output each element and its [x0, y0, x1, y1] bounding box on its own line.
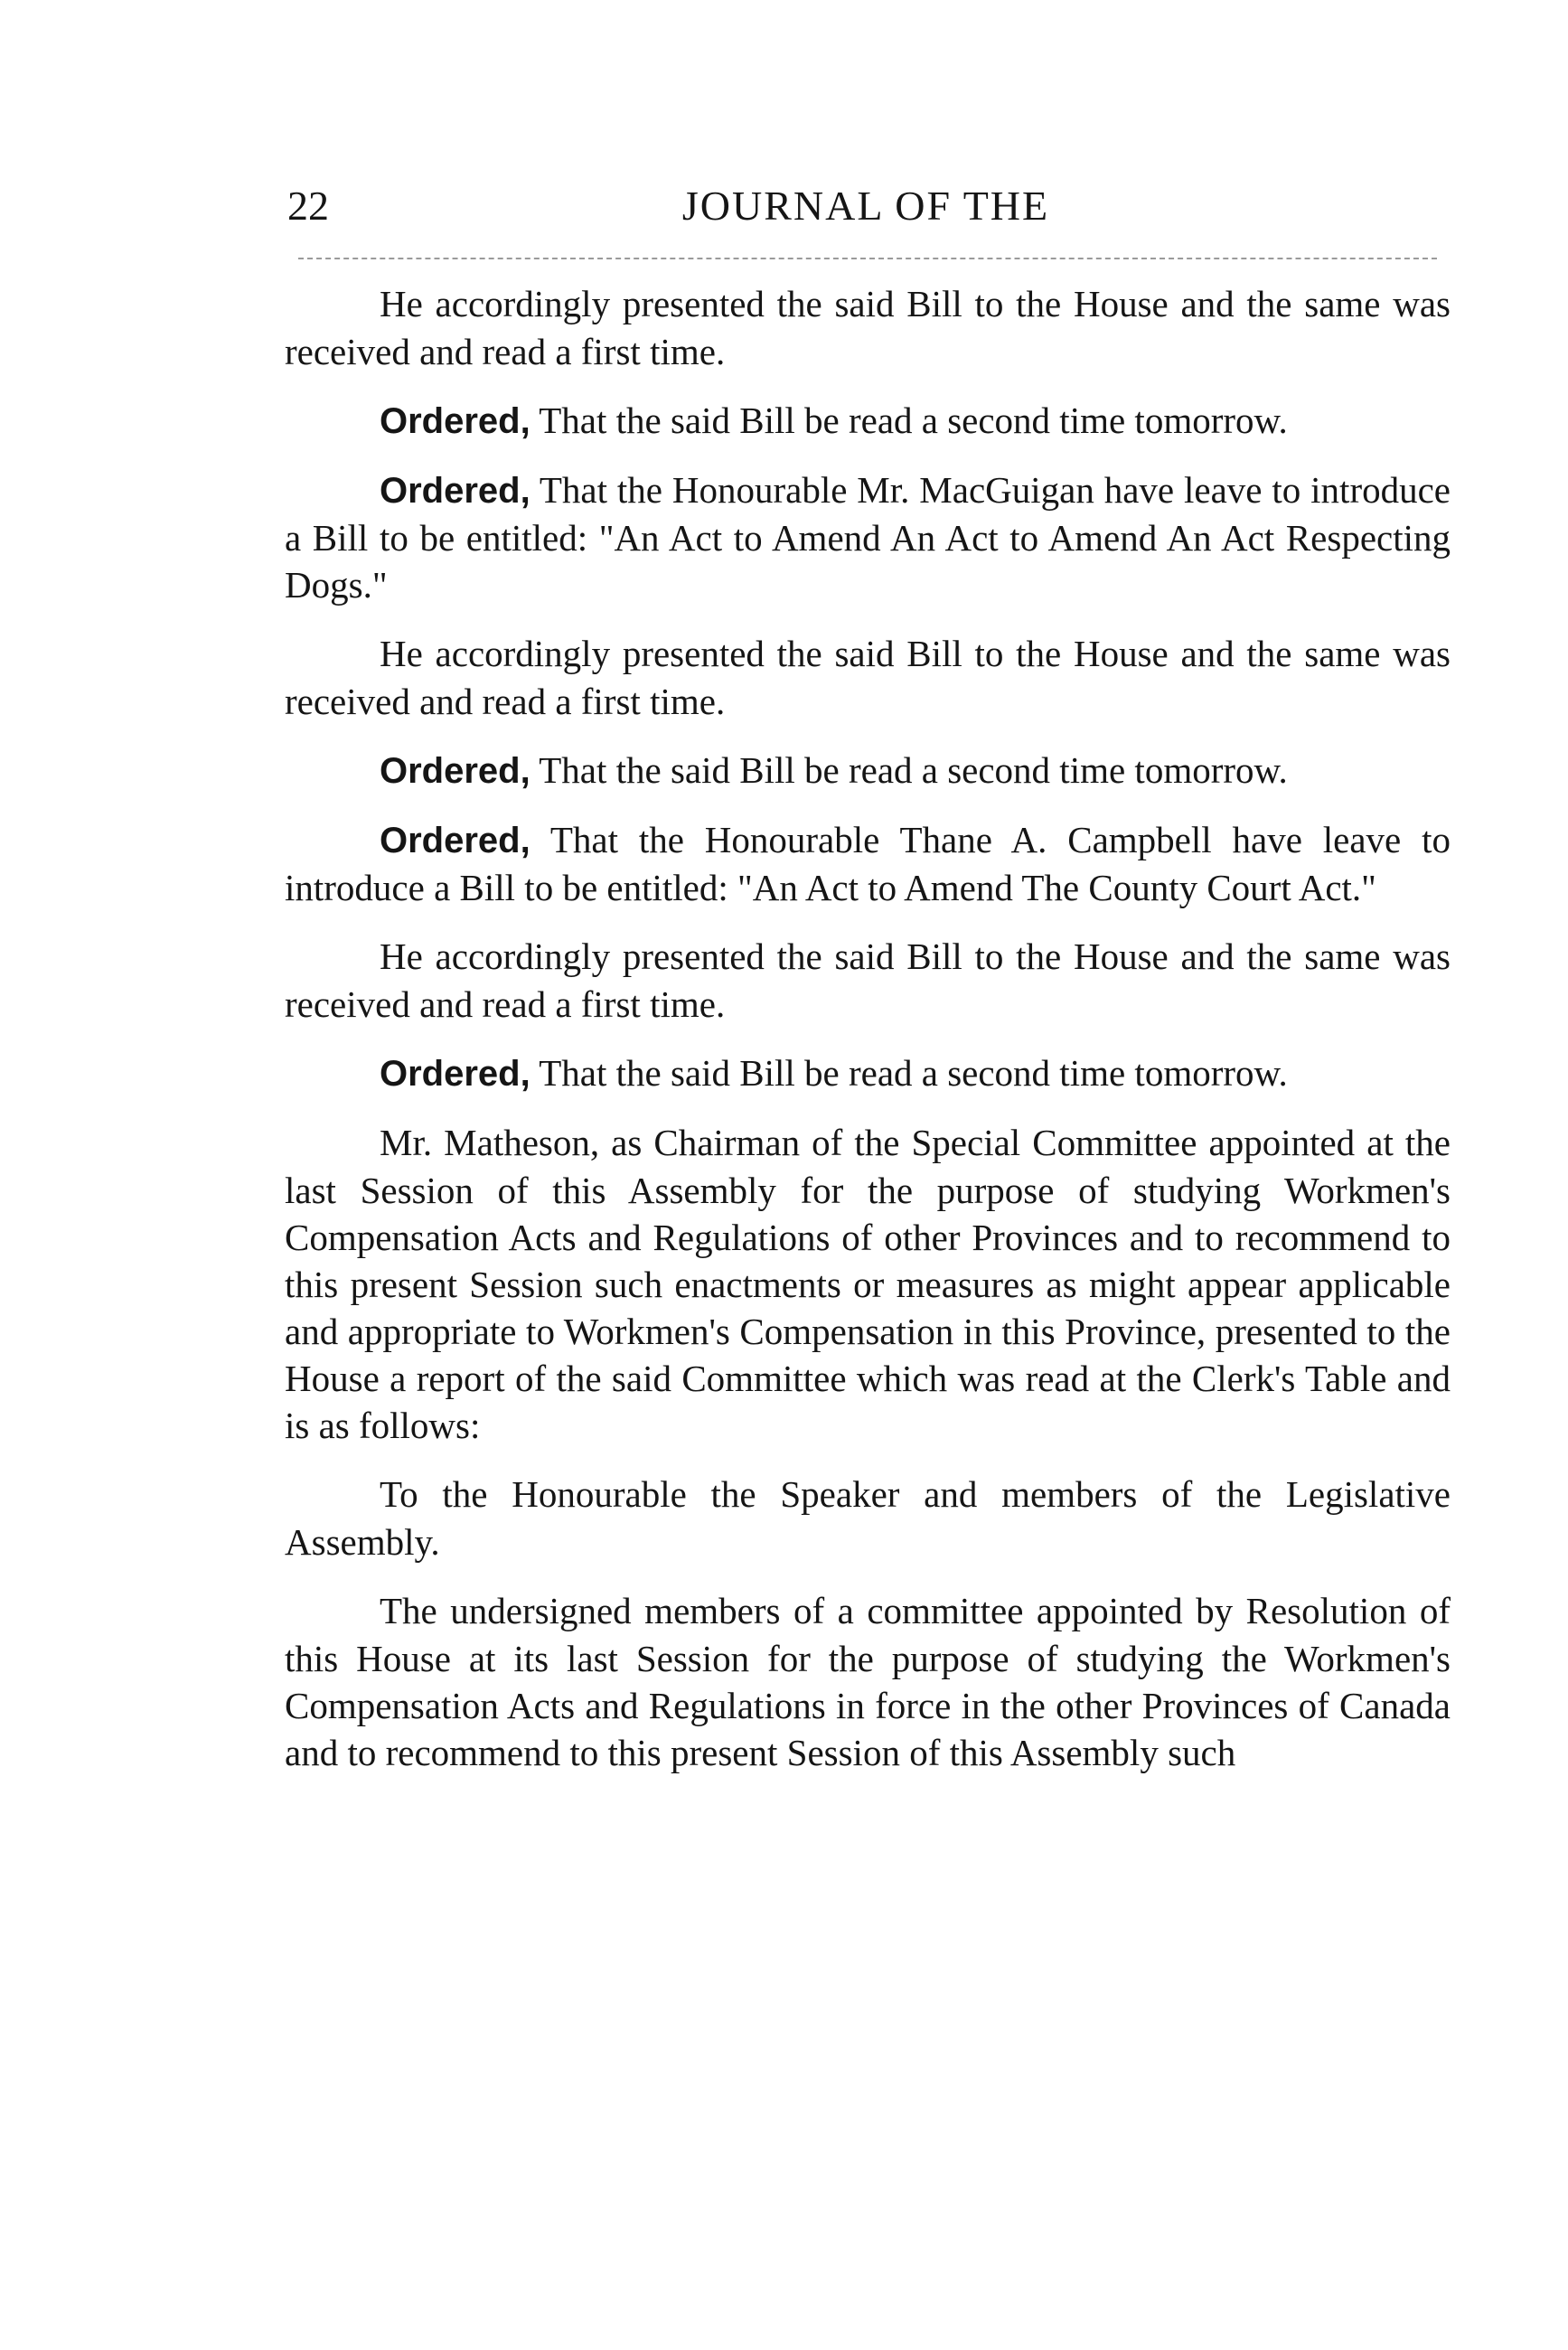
- page-number: 22: [287, 183, 329, 229]
- paragraph-text: That the said Bill be read a second time tomorrow.: [530, 1052, 1288, 1094]
- paragraph-text: That the said Bill be read a second time tomorrow.: [530, 749, 1288, 791]
- paragraph-text: Mr. Matheson, as Chairman of the Special Committee appointed at the last Session of this Assembly for the purpose of studying Workmen's Compensation Acts and Regulations of other Provinces and to recommend to this present Session such enactments or measures as might appear applicable and appropriate to Workmen's Compensation in this Province, presented to the House a report of the said Committee which was read at the Clerk's Table and is as follows:: [285, 1122, 1451, 1446]
- paragraph-lead: Ordered,: [380, 401, 530, 441]
- paragraph-lead: Ordered,: [380, 471, 530, 511]
- paragraph-order: [285, 747, 1451, 794]
- paragraph-first-reading: [285, 280, 1451, 375]
- paragraph-lead: Ordered,: [380, 821, 530, 860]
- paragraph-committee-report: [285, 1119, 1451, 1449]
- header-divider: [298, 258, 1437, 259]
- journal-body: [285, 280, 1451, 1798]
- paragraph-order: [285, 466, 1451, 608]
- paragraph-lead: Ordered,: [380, 1054, 530, 1094]
- paragraph-text: To the Honourable the Speaker and members of the Legislative Assembly.: [285, 1473, 1451, 1563]
- running-head: JOURNAL OF THE: [681, 183, 1050, 229]
- paragraph-text: He accordingly presented the said Bill to the House and the same was received and read a first time.: [285, 283, 1451, 372]
- paragraph-first-reading: [285, 630, 1451, 725]
- paragraph-text: The undersigned members of a committee appointed by Resolution of this House at its last Session for the purpose of studying the Workmen's Compensation Acts and Regulations in force in the other Provinces of Canada and to recommend to this present Session of this Assembly such: [285, 1590, 1451, 1773]
- paragraph-text: He accordingly presented the said Bill to the House and the same was received and read a first time.: [285, 935, 1451, 1025]
- paragraph-order: [285, 397, 1451, 445]
- paragraph-order: [285, 1049, 1451, 1097]
- paragraph-report-body: [285, 1587, 1451, 1776]
- paragraph-text: That the Honourable Mr. MacGuigan have leave to introduce a Bill to be entitled: "An Act to Amend An Act to Amend An Act Respecting Dogs.": [285, 469, 1451, 606]
- paragraph-address: [285, 1471, 1451, 1565]
- page-header: [287, 179, 1444, 242]
- paragraph-order: [285, 816, 1451, 911]
- paragraph-first-reading: [285, 933, 1451, 1028]
- paragraph-text: That the Honourable Thane A. Campbell have leave to introduce a Bill to be entitled: "An Act to Amend The County Court Act.": [285, 819, 1451, 908]
- paragraph-text: He accordingly presented the said Bill to the House and the same was received and read a first time.: [285, 633, 1451, 722]
- paragraph-text: That the said Bill be read a second time tomorrow.: [530, 400, 1288, 441]
- paragraph-lead: Ordered,: [380, 751, 530, 791]
